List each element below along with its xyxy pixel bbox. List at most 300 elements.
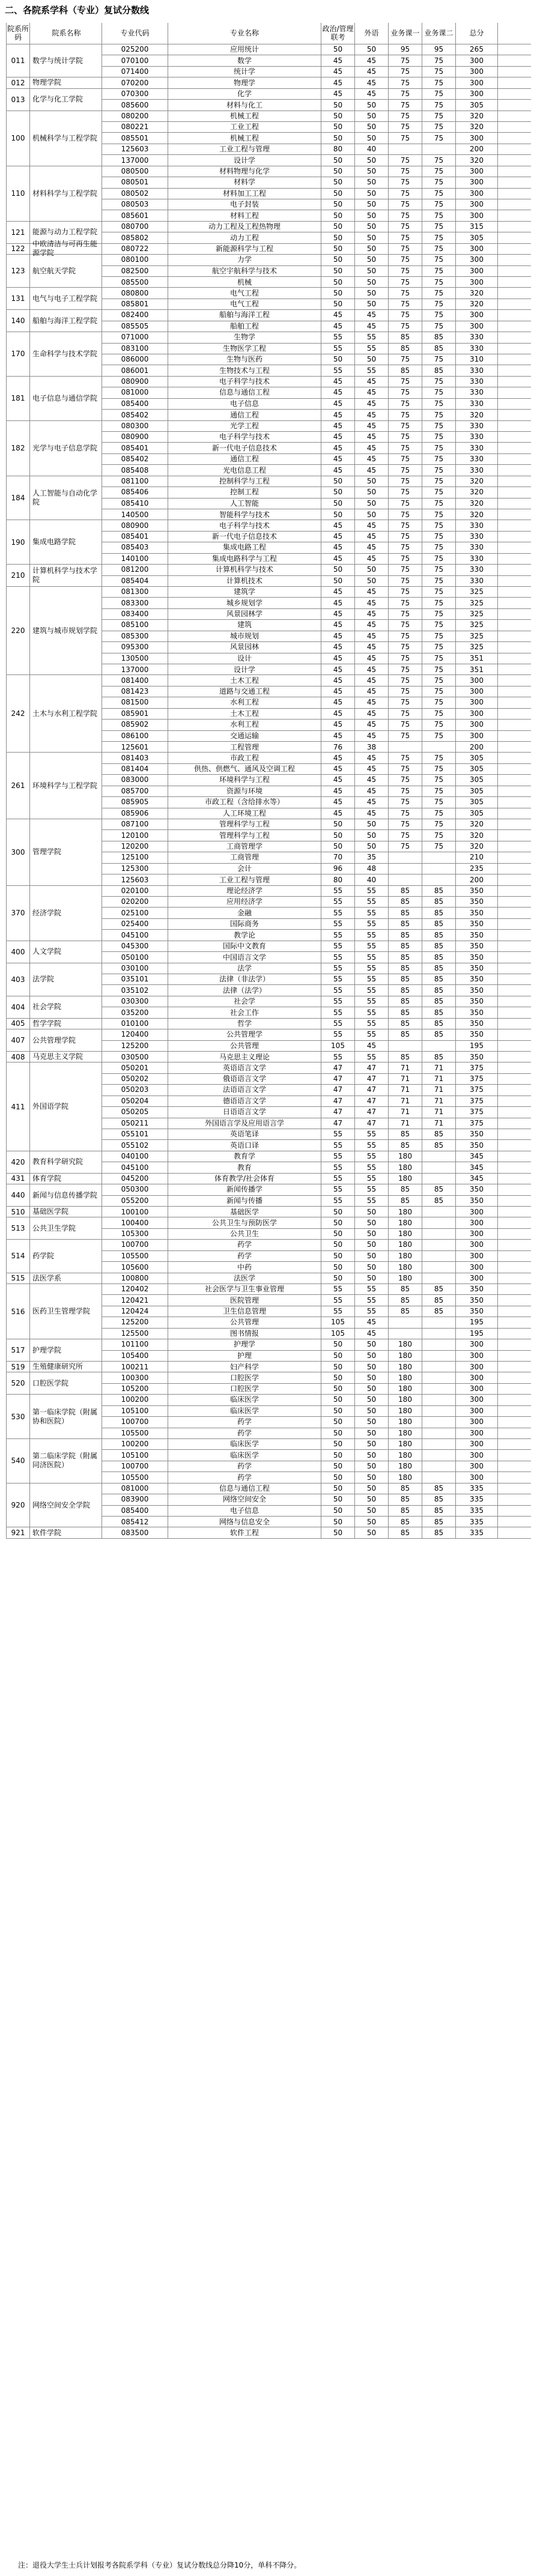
school-name: 管理学院 (30, 819, 102, 885)
total-score: 330 (456, 432, 498, 442)
major-name: 电气工程 (168, 299, 321, 310)
language-score: 40 (355, 144, 389, 154)
school-name: 生殖健康研究所 (30, 1362, 102, 1372)
politics-score: 55 (321, 1151, 355, 1162)
major-code: 082400 (102, 310, 168, 320)
politics-score: 50 (321, 1217, 355, 1228)
total-score: 375 (456, 1074, 498, 1084)
major-code: 100800 (102, 1273, 168, 1284)
language-score: 45 (355, 465, 389, 476)
school-group (6, 1052, 531, 1062)
school-group (6, 886, 531, 941)
table-row (102, 144, 531, 155)
school-group (6, 166, 531, 222)
major-code: 140500 (102, 509, 168, 520)
politics-score: 45 (321, 598, 355, 608)
major-code: 105500 (102, 1472, 168, 1483)
subject2-score (422, 144, 456, 154)
subject1-score (389, 1329, 422, 1339)
table-row (102, 542, 531, 553)
header-foreign-language: 外语 (355, 23, 389, 44)
total-score: 305 (456, 232, 498, 243)
table-row (102, 299, 531, 310)
major-code: 105100 (102, 1406, 168, 1416)
subject2-score: 75 (422, 244, 456, 255)
subject1-score: 180 (389, 1472, 422, 1483)
language-score: 50 (355, 841, 389, 852)
major-name: 公共管理 (168, 1317, 321, 1327)
subject2-score: 75 (422, 55, 456, 65)
subject1-score: 75 (389, 631, 422, 641)
major-rows (102, 1151, 531, 1173)
politics-score: 50 (321, 166, 355, 177)
table-row (102, 974, 531, 985)
subject1-score: 75 (389, 808, 422, 819)
major-code: 085700 (102, 786, 168, 796)
language-score: 55 (355, 941, 389, 951)
table-row (102, 410, 531, 420)
language-score: 50 (355, 1506, 389, 1516)
subject1-score: 75 (389, 554, 422, 565)
total-score: 350 (456, 1140, 498, 1151)
major-rows (102, 1439, 531, 1483)
major-rows (102, 1174, 531, 1184)
subject2-score: 75 (422, 199, 456, 210)
politics-score: 55 (321, 1007, 355, 1018)
total-score: 330 (456, 565, 498, 575)
subject2-score: 75 (422, 675, 456, 685)
table-row (102, 1428, 531, 1439)
major-name: 口腔医学 (168, 1384, 321, 1395)
subject2-score: 75 (422, 222, 456, 232)
language-score: 50 (355, 189, 389, 199)
subject1-score: 75 (389, 565, 422, 575)
subject1-score: 75 (389, 653, 422, 664)
subject1-score: 75 (389, 476, 422, 486)
politics-score: 50 (321, 1273, 355, 1284)
major-name: 护理学 (168, 1339, 321, 1350)
politics-score: 45 (321, 686, 355, 697)
politics-score: 50 (321, 1417, 355, 1427)
major-code: 125200 (102, 1317, 168, 1327)
table-row (102, 520, 531, 531)
table-row (102, 89, 531, 100)
total-score: 195 (456, 1041, 498, 1052)
table-row (102, 1351, 531, 1362)
major-code: 125200 (102, 1041, 168, 1052)
total-score: 320 (456, 509, 498, 520)
language-score: 45 (355, 443, 389, 453)
school-code: 411 (6, 1062, 30, 1150)
subject1-score: 75 (389, 166, 422, 177)
politics-score: 45 (321, 520, 355, 530)
major-rows (102, 77, 531, 88)
subject1-score: 75 (389, 100, 422, 111)
school-name: 机械科学与工程学院 (30, 111, 102, 166)
language-score: 45 (355, 377, 389, 387)
school-group (6, 520, 531, 565)
school-group (6, 819, 531, 886)
language-score: 55 (355, 332, 389, 342)
school-name: 材料科学与工程学院 (30, 166, 102, 221)
major-rows (102, 111, 531, 166)
school-code: 012 (6, 77, 30, 88)
school-group (6, 1174, 531, 1184)
table-row (102, 499, 531, 509)
major-name: 建筑学 (168, 587, 321, 597)
school-code: 515 (6, 1273, 30, 1283)
major-name: 生物与医药 (168, 354, 321, 365)
language-score: 50 (355, 1461, 389, 1471)
table-row (102, 664, 531, 675)
table-row (102, 631, 531, 642)
subject1-score: 85 (389, 996, 422, 1007)
subject1-score: 75 (389, 720, 422, 730)
total-score: 235 (456, 864, 498, 874)
total-score: 320 (456, 499, 498, 509)
school-code: 408 (6, 1052, 30, 1062)
language-score: 38 (355, 742, 389, 753)
major-code: 050204 (102, 1096, 168, 1106)
language-score: 50 (355, 1384, 389, 1395)
politics-score: 50 (321, 277, 355, 288)
language-score: 55 (355, 1174, 389, 1184)
table-row (102, 697, 531, 708)
major-code: 105300 (102, 1229, 168, 1240)
politics-score: 45 (321, 609, 355, 619)
subject1-score: 85 (389, 919, 422, 929)
language-score: 55 (355, 1052, 389, 1062)
language-score: 50 (355, 509, 389, 520)
major-rows (102, 44, 531, 77)
language-score: 50 (355, 100, 389, 111)
major-name: 药学 (168, 1472, 321, 1483)
table-row (102, 177, 531, 188)
school-name: 网络空间安全学院 (30, 1483, 102, 1527)
language-score: 50 (355, 133, 389, 143)
politics-score: 55 (321, 930, 355, 941)
header-school-name: 院系名称 (30, 23, 102, 44)
table-row (102, 742, 531, 753)
subject1-score: 75 (389, 753, 422, 763)
major-name: 光电信息工程 (168, 465, 321, 476)
language-score: 45 (355, 387, 389, 398)
major-name: 公共卫生 (168, 1229, 321, 1240)
politics-score: 47 (321, 1118, 355, 1129)
major-code: 050205 (102, 1107, 168, 1117)
major-code: 080503 (102, 199, 168, 210)
major-code: 085601 (102, 210, 168, 221)
school-group (6, 963, 531, 996)
politics-score: 50 (321, 266, 355, 276)
table-row (102, 565, 531, 575)
total-score: 320 (456, 830, 498, 840)
politics-score: 50 (321, 476, 355, 486)
subject1-score: 75 (389, 266, 422, 276)
language-score: 55 (355, 1306, 389, 1317)
subject1-score: 75 (389, 410, 422, 420)
subject1-score: 85 (389, 1284, 422, 1294)
school-name: 基础医学院 (30, 1207, 102, 1217)
major-name: 材料物理与化学 (168, 166, 321, 177)
language-score: 55 (355, 886, 389, 896)
politics-score: 55 (321, 1295, 355, 1305)
major-name: 新闻与传播 (168, 1196, 321, 1207)
major-code: 020100 (102, 886, 168, 896)
major-code: 081404 (102, 764, 168, 774)
major-name: 药学 (168, 1251, 321, 1261)
table-row (102, 587, 531, 598)
language-score: 45 (355, 532, 389, 542)
major-rows (102, 963, 531, 996)
table-row (102, 886, 531, 897)
total-score: 330 (456, 554, 498, 565)
school-name: 经济学院 (30, 886, 102, 941)
subject1-score: 75 (389, 421, 422, 431)
subject2-score (422, 1041, 456, 1052)
table-row (102, 432, 531, 443)
language-score: 45 (355, 786, 389, 796)
school-code: 140 (6, 310, 30, 332)
major-name: 德语语言文学 (168, 1096, 321, 1106)
language-score: 40 (355, 874, 389, 885)
school-code: 403 (6, 963, 30, 996)
table-header-row (6, 23, 531, 44)
major-code: 080221 (102, 122, 168, 132)
total-score: 350 (456, 930, 498, 941)
school-name: 医药卫生管理学院 (30, 1284, 102, 1339)
politics-score: 45 (321, 89, 355, 99)
school-code: 184 (6, 476, 30, 520)
major-code: 085905 (102, 797, 168, 807)
politics-score: 50 (321, 210, 355, 221)
subject1-score: 75 (389, 830, 422, 840)
subject1-score: 75 (389, 321, 422, 332)
language-score: 45 (355, 797, 389, 807)
major-rows (102, 1527, 531, 1538)
total-score: 300 (456, 1362, 498, 1372)
total-score: 345 (456, 1151, 498, 1162)
subject1-score: 75 (389, 664, 422, 675)
total-score: 350 (456, 908, 498, 918)
politics-score: 45 (321, 387, 355, 398)
major-code: 055102 (102, 1140, 168, 1151)
politics-score: 55 (321, 886, 355, 896)
table-row (102, 199, 531, 210)
major-rows (102, 565, 531, 586)
table-row (102, 709, 531, 720)
school-name: 公共管理学院 (30, 1029, 102, 1051)
subject2-score (422, 1372, 456, 1383)
subject1-score: 75 (389, 731, 422, 741)
subject1-score: 75 (389, 111, 422, 121)
table-row (102, 1284, 531, 1295)
table-row (102, 1273, 531, 1284)
total-score: 350 (456, 1184, 498, 1195)
table-row (102, 1439, 531, 1450)
major-code: 085902 (102, 720, 168, 730)
table-row (102, 421, 531, 432)
major-name: 药学 (168, 1240, 321, 1250)
subject2-score: 85 (422, 1494, 456, 1505)
subject1-score: 75 (389, 232, 422, 243)
major-name: 土木工程 (168, 675, 321, 685)
major-code: 105500 (102, 1251, 168, 1261)
politics-score: 55 (321, 985, 355, 996)
politics-score: 50 (321, 111, 355, 121)
subject1-score (389, 1317, 422, 1327)
language-score: 50 (355, 232, 389, 243)
subject1-score: 180 (389, 1406, 422, 1416)
major-name: 社会学 (168, 996, 321, 1007)
table-row (102, 1229, 531, 1240)
subject2-score (422, 1251, 456, 1261)
major-code: 085501 (102, 133, 168, 143)
major-code: 071000 (102, 332, 168, 342)
major-name: 生物学 (168, 332, 321, 342)
subject1-score: 85 (389, 1295, 422, 1305)
subject2-score: 85 (422, 1184, 456, 1195)
subject1-score: 75 (389, 299, 422, 310)
school-code: 540 (6, 1439, 30, 1483)
major-name: 妇产科学 (168, 1362, 321, 1372)
politics-score: 50 (321, 1483, 355, 1494)
subject2-score: 85 (422, 908, 456, 918)
table-row (102, 487, 531, 498)
subject2-score: 85 (422, 919, 456, 929)
table-row (102, 675, 531, 686)
school-name: 环境科学与工程学院 (30, 753, 102, 819)
subject1-score: 75 (389, 399, 422, 409)
table-row (102, 1107, 531, 1118)
major-code: 050100 (102, 952, 168, 963)
major-code: 085300 (102, 631, 168, 641)
politics-score: 50 (321, 1372, 355, 1383)
subject2-score: 75 (422, 576, 456, 587)
major-code: 120400 (102, 1029, 168, 1040)
subject1-score: 85 (389, 1140, 422, 1151)
politics-score: 50 (321, 1207, 355, 1217)
subject1-score: 180 (389, 1461, 422, 1471)
major-code: 100700 (102, 1417, 168, 1427)
table-row (102, 753, 531, 763)
major-code: 083000 (102, 775, 168, 785)
school-name: 第一临床学院（附属协和医院） (30, 1395, 102, 1438)
politics-score: 50 (321, 1527, 355, 1538)
school-group (6, 255, 531, 288)
subject2-score (422, 1329, 456, 1339)
table-row (102, 897, 531, 908)
total-score: 300 (456, 709, 498, 719)
subject2-score: 75 (422, 432, 456, 442)
total-score: 350 (456, 1129, 498, 1139)
major-code: 125500 (102, 1329, 168, 1339)
language-score: 50 (355, 1406, 389, 1416)
school-group (6, 377, 531, 421)
table-row (102, 1517, 531, 1527)
politics-score: 45 (321, 554, 355, 565)
score-table (6, 23, 531, 1539)
major-name: 通信工程 (168, 454, 321, 464)
total-score: 330 (456, 532, 498, 542)
subject1-score (389, 852, 422, 862)
major-name: 应用统计 (168, 44, 321, 55)
major-rows (102, 675, 531, 752)
total-score: 325 (456, 587, 498, 597)
school-name: 电气与电子工程学院 (30, 288, 102, 309)
school-code: 261 (6, 753, 30, 819)
major-code: 083300 (102, 598, 168, 608)
major-name: 数学 (168, 55, 321, 65)
major-rows (102, 1372, 531, 1394)
politics-score: 55 (321, 1129, 355, 1139)
subject1-score: 180 (389, 1351, 422, 1362)
major-name: 软件工程 (168, 1527, 321, 1538)
major-code: 125603 (102, 874, 168, 885)
total-score: 300 (456, 89, 498, 99)
total-score: 300 (456, 199, 498, 210)
subject2-score (422, 1262, 456, 1273)
school-group (6, 240, 531, 258)
major-name: 教育 (168, 1162, 321, 1173)
politics-score: 55 (321, 365, 355, 376)
subject2-score: 71 (422, 1107, 456, 1117)
subject2-score: 75 (422, 841, 456, 852)
major-name: 电子信息 (168, 1506, 321, 1516)
subject1-score: 180 (389, 1151, 422, 1162)
subject2-score: 71 (422, 1118, 456, 1129)
total-score: 300 (456, 255, 498, 265)
subject1-score: 180 (389, 1339, 422, 1350)
table-row (102, 344, 531, 354)
language-score: 55 (355, 1284, 389, 1294)
subject1-score: 75 (389, 775, 422, 785)
politics-score: 50 (321, 1251, 355, 1261)
subject2-score: 75 (422, 67, 456, 77)
major-name: 工业工程 (168, 122, 321, 132)
language-score: 45 (355, 664, 389, 675)
major-code: 085412 (102, 1517, 168, 1527)
major-code: 080501 (102, 177, 168, 187)
total-score: 210 (456, 852, 498, 862)
major-name: 光学工程 (168, 421, 321, 431)
language-score: 55 (355, 1019, 389, 1029)
language-score: 45 (355, 808, 389, 819)
total-score: 305 (456, 764, 498, 774)
politics-score: 50 (321, 222, 355, 232)
language-score: 50 (355, 487, 389, 497)
subject2-score: 75 (422, 321, 456, 332)
subject2-score: 75 (422, 454, 456, 464)
school-code: 513 (6, 1217, 30, 1239)
subject1-score: 85 (389, 908, 422, 918)
table-row (102, 908, 531, 918)
major-name: 临床医学 (168, 1439, 321, 1449)
subject2-score: 75 (422, 686, 456, 697)
subject2-score: 85 (422, 952, 456, 963)
subject2-score (422, 852, 456, 862)
politics-score: 50 (321, 244, 355, 255)
major-name: 动力工程及工程热物理 (168, 222, 321, 232)
major-code: 100200 (102, 1439, 168, 1449)
politics-score: 55 (321, 332, 355, 342)
subject1-score: 180 (389, 1439, 422, 1449)
total-score: 195 (456, 1317, 498, 1327)
table-row (102, 686, 531, 697)
total-score: 350 (456, 1306, 498, 1317)
major-name: 材料学 (168, 177, 321, 187)
total-score: 305 (456, 786, 498, 796)
